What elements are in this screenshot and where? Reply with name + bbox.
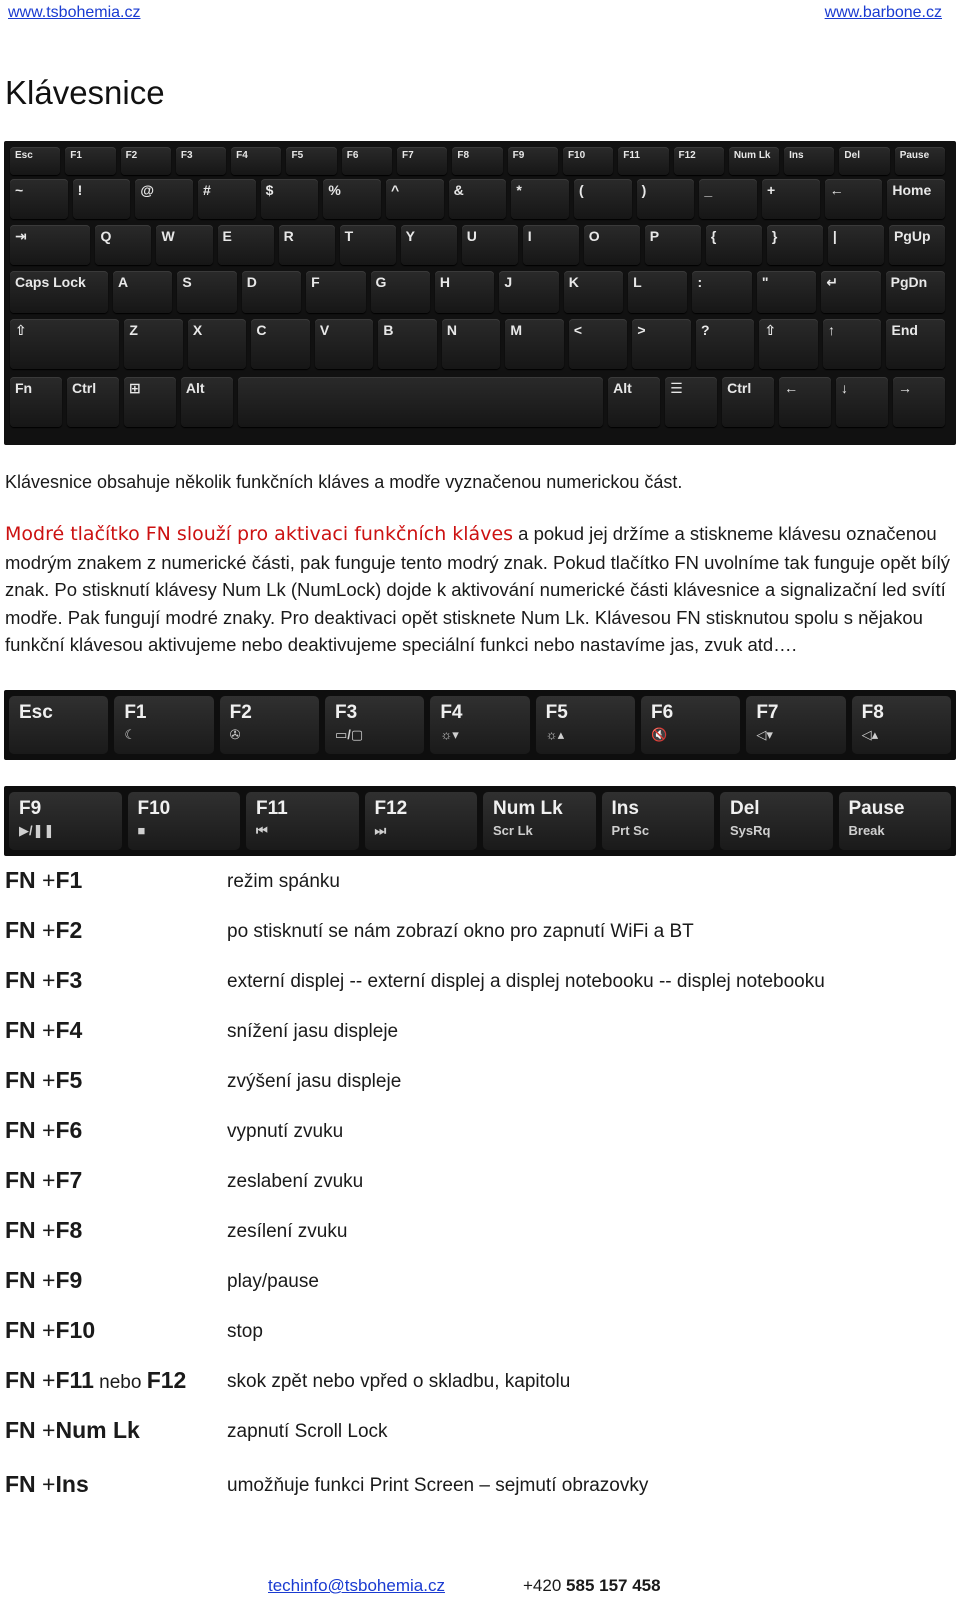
shortcut-row (5, 867, 950, 907)
header-link-barbone[interactable]: www.barbone.cz (824, 4, 942, 21)
function-key-label: Del (730, 798, 760, 819)
function-key-sub: ▶/❚❚ (19, 822, 55, 838)
shortcut-row (5, 1317, 950, 1357)
keyboard-key: < (569, 319, 628, 369)
fn-description-paragraph (5, 520, 950, 659)
keyboard-key: Z (124, 319, 183, 369)
function-key-label: Num Lk (493, 798, 563, 819)
shortcut-description: zesílení zvuku (227, 1221, 348, 1242)
keyboard-key: C (251, 319, 310, 369)
shortcut-row (5, 1417, 950, 1457)
keyboard-key: ↑ (823, 319, 882, 369)
keyboard-key: ( (574, 179, 632, 219)
function-key-label: F10 (137, 798, 171, 819)
footer-phone: +420 585 157 458 (523, 1576, 661, 1595)
shortcut-combo: FN +F10 (5, 1317, 96, 1343)
keyboard-key: J (499, 271, 558, 313)
shortcut-description: skok zpět nebo vpřed o skladbu, kapitolu (227, 1371, 571, 1392)
function-key (220, 696, 319, 754)
shortcut-combo: FN +F8 (5, 1217, 83, 1243)
keyboard-key: Caps Lock (10, 271, 108, 313)
keyboard-key: I (523, 225, 579, 265)
function-key (246, 792, 359, 850)
function-key (641, 696, 740, 754)
keyboard-key: P (645, 225, 701, 265)
keyboard-key: Del (839, 147, 889, 175)
keyboard-key: D (242, 271, 301, 313)
function-key-sub: Prt Sc (611, 822, 650, 838)
function-key-sub: ◁▴ (861, 726, 879, 742)
function-key (839, 792, 952, 850)
keyboard-key: Ins (784, 147, 834, 175)
shortcut-description: zapnutí Scroll Lock (227, 1421, 388, 1442)
keyboard-key: W (156, 225, 212, 265)
shortcut-description: snížení jasu displeje (227, 1021, 399, 1042)
keyboard-key: F7 (397, 147, 447, 175)
shortcut-row (5, 1017, 950, 1057)
keyboard-key: & (449, 179, 507, 219)
function-key (325, 696, 424, 754)
keyboard-key: R (279, 225, 335, 265)
keyboard-key: Ctrl (722, 377, 774, 427)
shortcut-combo: FN +F3 (5, 967, 83, 993)
function-key (9, 792, 122, 850)
keyboard-key: S (177, 271, 236, 313)
function-key (128, 792, 241, 850)
keyboard-key: F3 (176, 147, 226, 175)
function-key (365, 792, 478, 850)
keyboard-key: ☰ (665, 377, 717, 427)
shortcut-description: zeslabení zvuku (227, 1171, 364, 1192)
shortcut-row (5, 917, 950, 957)
keyboard-key: Q (95, 225, 151, 265)
keyboard-key: End (886, 319, 945, 369)
function-key-sub: ⏮ (256, 822, 268, 838)
function-key (536, 696, 635, 754)
keyboard-key: Ctrl (67, 377, 119, 427)
footer-email-link[interactable]: techinfo@tsbohemia.cz (268, 1576, 445, 1595)
function-key-label: F4 (440, 702, 463, 723)
footer (268, 1576, 661, 1596)
keyboard-key: ↓ (836, 377, 888, 427)
keyboard-key: | (828, 225, 884, 265)
function-key-label: Ins (611, 798, 639, 819)
shortcut-description: vypnutí zvuku (227, 1121, 344, 1142)
keyboard-key: F6 (342, 147, 392, 175)
shortcut-row (5, 1067, 950, 1107)
keyboard-key: F11 (618, 147, 668, 175)
function-key-label: F3 (335, 702, 358, 723)
intro-text: Klávesnice obsahuje několik funkčních kláves a modře vyznačenou numerickou část. (5, 472, 683, 492)
keyboard-key: ⇧ (759, 319, 818, 369)
keyboard-key: T (340, 225, 396, 265)
function-keys-photo-1 (4, 690, 956, 760)
function-key-sub: ⏭ (374, 822, 387, 838)
keyboard-key: ⊞ (124, 377, 176, 427)
keyboard-key: ⇥ (10, 225, 90, 265)
function-key-sub: ✇ (229, 726, 241, 742)
function-key-label: F6 (651, 702, 674, 723)
function-key-sub: ☼▾ (440, 726, 459, 742)
keyboard-key: " (757, 271, 816, 313)
shortcut-combo: FN +Num Lk (5, 1417, 140, 1443)
function-key (852, 696, 951, 754)
keyboard-key: F2 (121, 147, 171, 175)
function-key (114, 696, 213, 754)
keyboard-key: PgDn (886, 271, 945, 313)
function-key-label: F12 (374, 798, 408, 819)
keyboard-key: X (188, 319, 247, 369)
keyboard-key: + (762, 179, 820, 219)
shortcut-description: externí displej -- externí displej a displej notebooku -- displej notebooku (227, 971, 825, 992)
keyboard-key: ? (696, 319, 755, 369)
keyboard-key: : (692, 271, 751, 313)
keyboard-key: ← (825, 179, 883, 219)
function-key-sub: ☼▴ (545, 726, 565, 742)
function-key-label: F11 (256, 798, 288, 819)
function-key-sub: SysRq (730, 822, 771, 838)
shortcut-combo: FN +F9 (5, 1267, 83, 1293)
function-keys-photo-2 (4, 786, 956, 856)
keyboard-key: M (505, 319, 564, 369)
keyboard-key: ← (779, 377, 831, 427)
function-key-sub: Scr Lk (493, 822, 533, 838)
function-key (746, 696, 845, 754)
function-key-sub: ■ (137, 822, 146, 838)
shortcut-combo: FN +F4 (5, 1017, 83, 1043)
function-key-sub: ▭/▢ (335, 726, 364, 742)
fn-description-text: a pokud jej držíme a stiskneme klávesu označenou modrým znakem z numerické části, pak funguje tento modrý znak. Pokud tlačítko FN uvolníme tak funguje opět bílý znak. Po stisknutí klávesy Num Lk (NumLock) dojde k aktivování numerické části klávesnice a signalizační led svítí modře. Pak fungují modré znaky. Pro deaktivaci opět stisknete Num Lk. Klávesou FN stisknutou spolu s nějakou funkční klávesou aktivujeme nebo deaktivujeme speciální funkci nebo nastavíme jas, zvuk atd…. (5, 523, 950, 655)
function-key (720, 792, 833, 850)
shortcut-combo: FN +F2 (5, 917, 83, 943)
keyboard-key: K (564, 271, 623, 313)
keyboard-key: > (632, 319, 691, 369)
keyboard-key: E (218, 225, 274, 265)
keyboard-key: PgUp (889, 225, 945, 265)
keyboard-key: F4 (231, 147, 281, 175)
keyboard-key: L (628, 271, 687, 313)
keyboard-key: F5 (286, 147, 336, 175)
shortcut-description: umožňuje funkci Print Screen – sejmutí obrazovky (227, 1475, 649, 1496)
shortcut-description: play/pause (227, 1271, 319, 1292)
keyboard-key: F8 (452, 147, 502, 175)
keyboard-key: F10 (563, 147, 613, 175)
keyboard-key: Home (887, 179, 945, 219)
keyboard-key (238, 377, 603, 427)
keyboard-key: _ (699, 179, 757, 219)
shortcut-row (5, 1167, 950, 1207)
function-key-sub: Break (848, 822, 885, 838)
shortcut-combo: FN +F1 (5, 867, 83, 893)
keyboard-key: ) (637, 179, 695, 219)
keyboard-key: * (511, 179, 569, 219)
keyboard-key: F9 (508, 147, 558, 175)
header-link-tsbohemia[interactable]: www.tsbohemia.cz (8, 4, 141, 21)
keyboard-key: → (893, 377, 945, 427)
keyboard-key: Pause (895, 147, 945, 175)
function-key (430, 696, 529, 754)
function-key (602, 792, 715, 850)
keyboard-key: Alt (608, 377, 660, 427)
keyboard-key: F1 (65, 147, 115, 175)
shortcut-row (5, 1117, 950, 1157)
shortcut-combo: FN +F11 nebo F12 (5, 1367, 187, 1393)
shortcut-row (5, 967, 950, 1007)
shortcut-description: stop (227, 1321, 263, 1342)
fn-highlight-text: Modré tlačítko FN slouží pro aktivaci funkčních kláves (5, 523, 514, 545)
keyboard-key: # (198, 179, 256, 219)
keyboard-key: % (323, 179, 381, 219)
function-key-sub: ☾ (124, 726, 136, 742)
shortcut-combo: FN +F5 (5, 1067, 83, 1093)
shortcut-description: režim spánku (227, 871, 340, 892)
keyboard-key: ↵ (821, 271, 880, 313)
shortcut-row (5, 1217, 950, 1257)
keyboard-key: B (378, 319, 437, 369)
keyboard-key: ~ (10, 179, 68, 219)
function-key-label: F9 (19, 798, 42, 819)
keyboard-key: @ (135, 179, 193, 219)
keyboard-key: { (706, 225, 762, 265)
shortcut-combo: FN +F6 (5, 1117, 83, 1143)
shortcut-row (5, 1267, 950, 1307)
function-key-label: Esc (19, 702, 53, 723)
shortcut-combo: FN +Ins (5, 1471, 89, 1497)
shortcut-combo: FN +F7 (5, 1167, 83, 1193)
shortcut-row (5, 1471, 950, 1511)
keyboard-key: ^ (386, 179, 444, 219)
function-key-label: F8 (861, 702, 884, 723)
function-key-label: F2 (229, 702, 252, 723)
function-key-sub: 🔇 (651, 726, 668, 742)
keyboard-key: U (462, 225, 518, 265)
keyboard-key: G (371, 271, 430, 313)
keyboard-key: Y (401, 225, 457, 265)
function-key-label: F7 (756, 702, 779, 723)
keyboard-key: F (306, 271, 365, 313)
keyboard-key: N (442, 319, 501, 369)
keyboard-key: } (767, 225, 823, 265)
keyboard-key: ⇧ (10, 319, 119, 369)
function-key (9, 696, 108, 754)
function-key-sub: ◁▾ (756, 726, 773, 742)
keyboard-key: Esc (10, 147, 60, 175)
shortcut-description: zvýšení jasu displeje (227, 1071, 402, 1092)
keyboard-key: V (315, 319, 374, 369)
function-key-label: Pause (848, 798, 905, 819)
function-key-label: F1 (124, 702, 147, 723)
keyboard-photo (4, 141, 956, 445)
keyboard-key: $ (261, 179, 319, 219)
keyboard-key: Alt (181, 377, 233, 427)
keyboard-key: O (584, 225, 640, 265)
function-key (483, 792, 596, 850)
keyboard-key: F12 (674, 147, 724, 175)
page-title: Klávesnice (5, 74, 165, 111)
shortcut-description: po stisknutí se nám zobrazí okno pro zapnutí WiFi a BT (227, 921, 694, 942)
keyboard-key: Fn (10, 377, 62, 427)
function-key-label: F5 (545, 702, 568, 723)
keyboard-key: ! (73, 179, 131, 219)
shortcut-row (5, 1367, 950, 1407)
keyboard-key: H (435, 271, 494, 313)
keyboard-key: A (113, 271, 172, 313)
keyboard-key: Num Lk (729, 147, 779, 175)
